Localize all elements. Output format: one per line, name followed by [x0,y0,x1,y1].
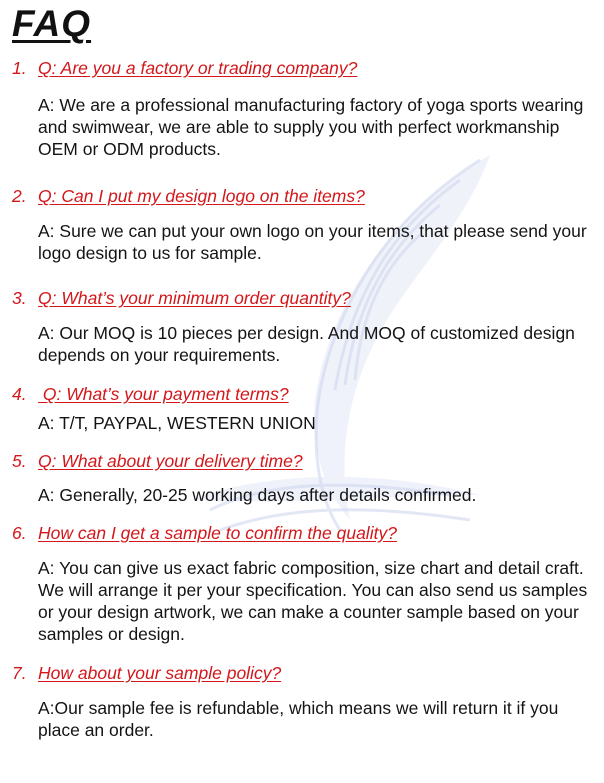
faq-answer: A: Sure we can put your own logo on your items, that please send your logo design to us for sample. [38,221,587,263]
faq-number: 1. [12,58,27,78]
faq-question [12,286,604,310]
faq-item-4 [0,382,604,449]
faq-question-text: How can I get a sample to confirm the quality? [38,523,397,543]
faq-answer: A:Our sample fee is refundable, which means we will return it if you place an order. [38,698,559,740]
faq-question [12,56,604,80]
page-title: FAQ [12,3,92,44]
faq-question-text: Q: What’s your payment terms? [38,384,289,404]
faq-question [12,661,604,685]
faq-item-6 [0,521,604,661]
faq-number: 7. [12,663,27,683]
faq-question-text: Q: What’s your minimum order quantity? [38,288,351,308]
faq-number: 4. [12,384,27,404]
faq-number: 6. [12,523,27,543]
faq-answer: A: We are a professional manufacturing factory of yoga sports wearing and swimwear, we are able to supply you with perfect workmanship OEM or ODM products. [38,95,584,159]
faq-question-text: Q: What about your delivery time? [38,451,303,471]
faq-question-text: Q: Can I put my design logo on the items? [38,186,365,206]
faq-answer: A: T/T, PAYPAL, WESTERN UNION [38,413,316,433]
faq-question [12,449,604,473]
faq-number: 3. [12,288,27,308]
faq-number: 2. [12,186,27,206]
faq-item-3 [0,286,604,382]
faq-answer: A: You can give us exact fabric composition, size chart and detail craft. We will arrange it per your specification. You can also send us samples or your design artwork, we can make a counter sample based on your samples or design. [38,558,588,644]
faq-question [12,382,604,406]
faq-number: 5. [12,451,27,471]
faq-answer: A: Generally, 20-25 working days after details confirmed. [38,485,477,505]
faq-answer: A: Our MOQ is 10 pieces per design. And MOQ of customized design depends on your requirements. [38,323,575,365]
faq-question [12,521,604,545]
faq-item-7 [0,661,604,741]
faq-item-1 [0,56,604,184]
faq-list [0,56,604,741]
faq-question [12,184,604,208]
faq-question-text: Q: Are you a factory or trading company? [38,58,358,78]
faq-question-text: How about your sample policy? [38,663,282,683]
faq-item-5 [0,449,604,521]
faq-item-2 [0,184,604,286]
